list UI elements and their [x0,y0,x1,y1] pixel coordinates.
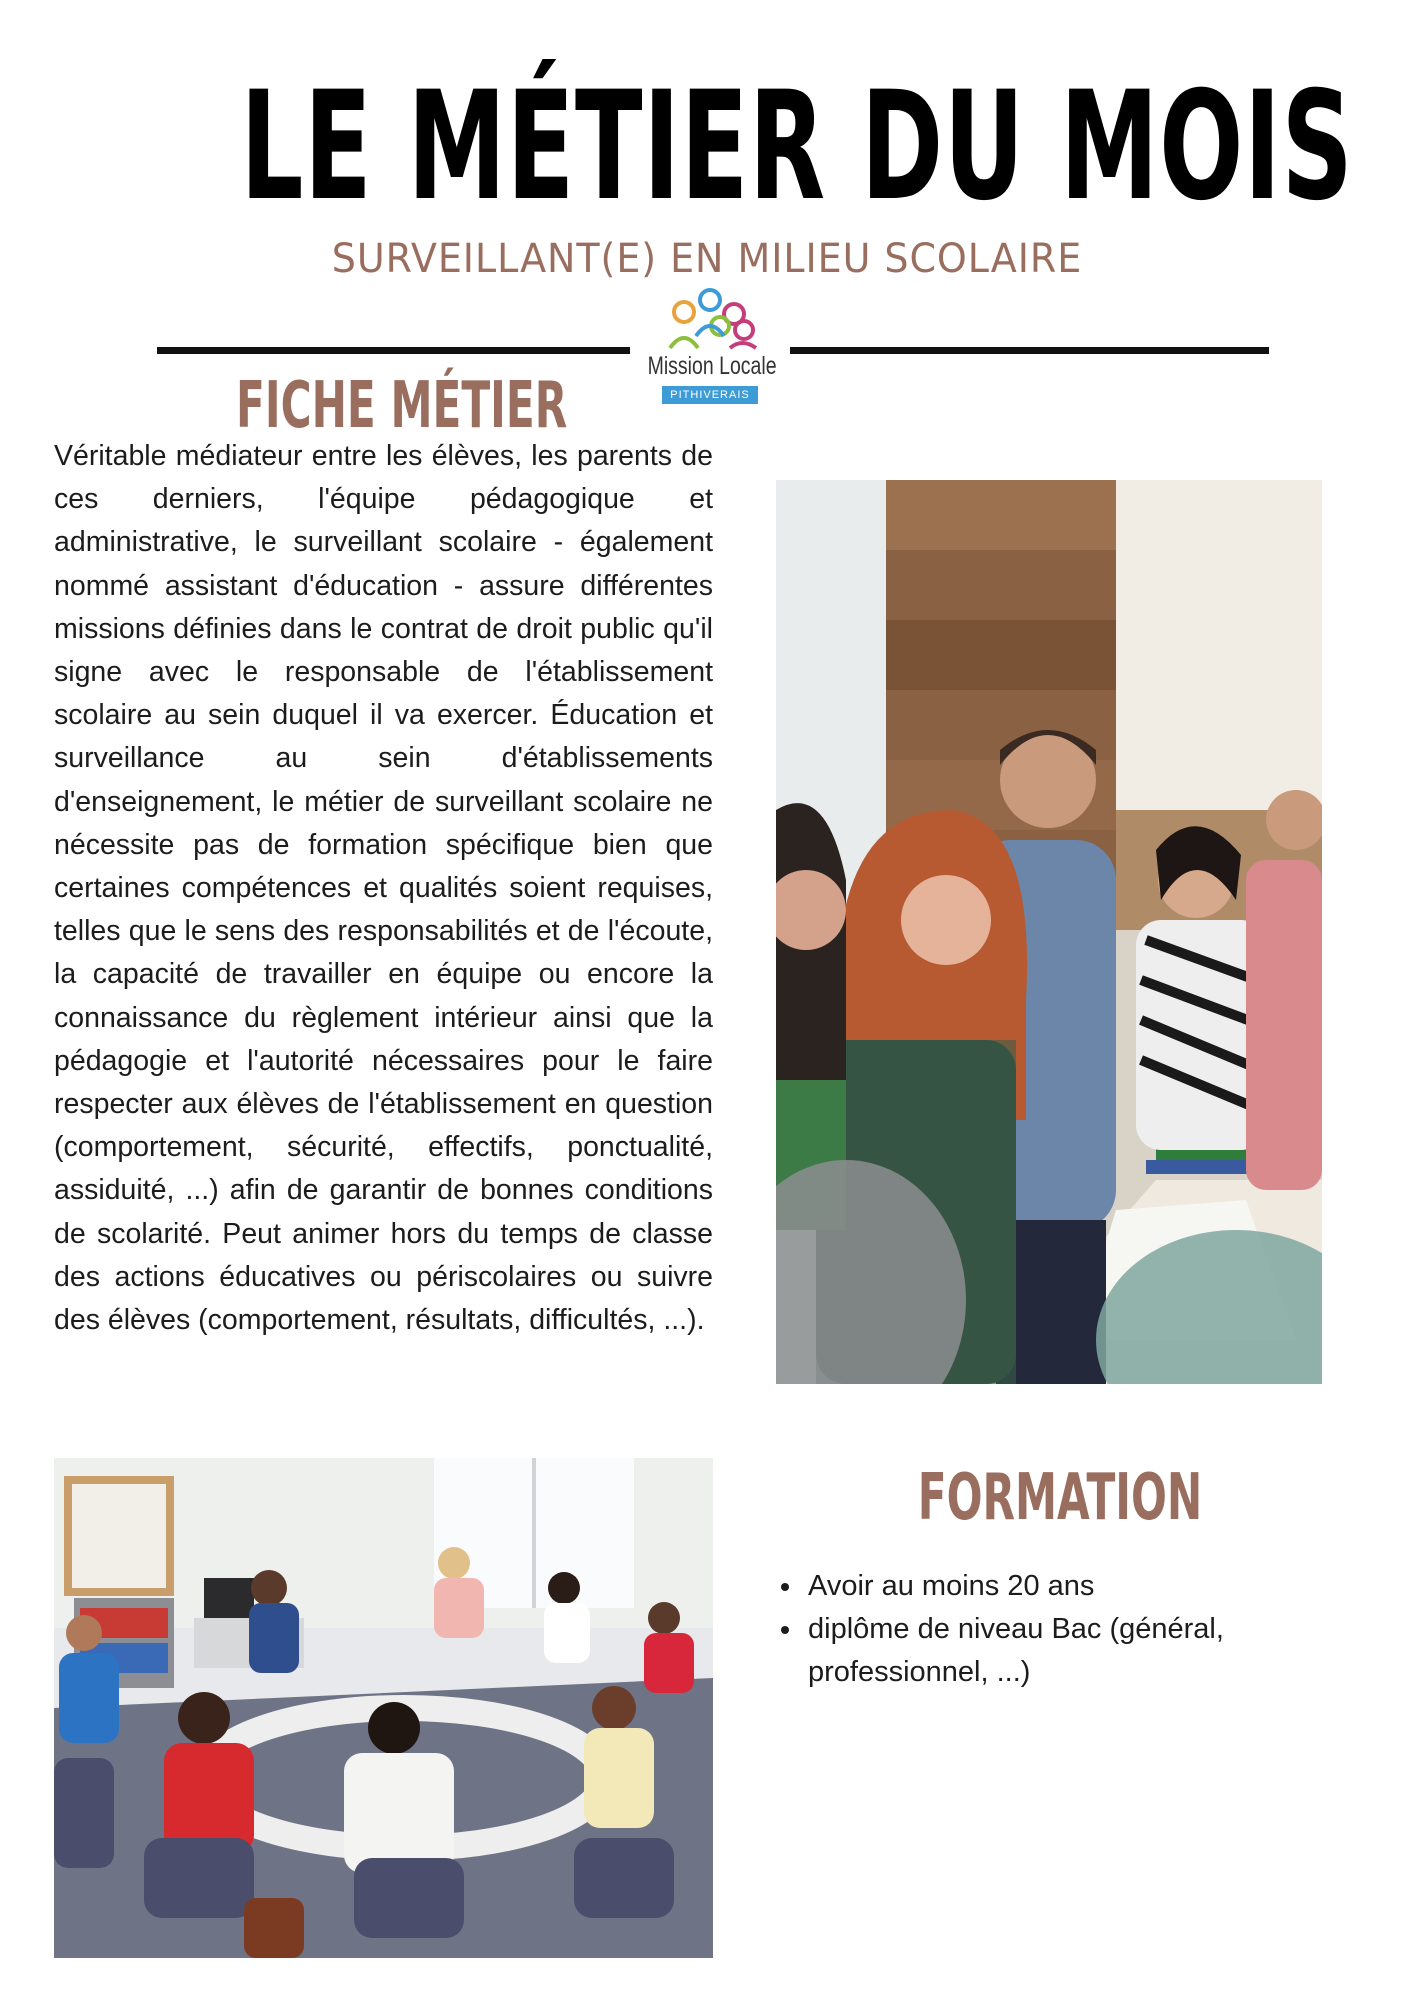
list-item: • diplôme de niveau Bac (général, professionnel, ...) [804,1608,1364,1694]
page-title: LE MÉTIER DU MOIS [240,60,1354,234]
teacher-with-students-photo [776,480,1322,1384]
mission-locale-logo [630,286,790,410]
logo-tagline: PITHIVERAIS [662,386,758,404]
classroom-circle-photo [54,1458,713,1958]
fiche-metier-heading: FICHE MÉTIER [236,369,568,443]
page-subtitle: SURVEILLANT(E) EN MILIEU SCOLAIRE [331,236,1083,282]
job-description-paragraph: Véritable médiateur entre les élèves, les parents de ces derniers, l'équipe pédagogique et administrative, le surveillant scolaire - également nommé assistant d'éducation - assure différentes missions définies dans le contrat de droit public qu'il signe avec le responsable de l'établissement scolaire au sein duquel il va exercer. Éducation et surveillance au sein d'établissements d'enseignement, le métier de surveillant scolaire ne nécessite pas de formation spécifique bien que certaines compétences et qualités soient requises, telles que le sens des responsabilités et de l'écoute, la capacité de travailler en équipe ou encore la connaissance du règlement intérieur ainsi que la pédagogie et l'autorité nécessaires pour le faire respecter aux élèves de l'établissement en question (comportement, sécurité, effectifs, ponctualité, assiduité, ...) afin de garantir de bonnes conditions de scolarité. Peut animer hors du temps de classe des actions éducatives ou périscolaires ou suivre des élèves (comportement, résultats, difficultés, ...). [54,440,713,1337]
list-item: • Avoir au moins 20 ans [804,1565,1364,1608]
logo-wordmark: Mission Locale [647,352,777,380]
formation-heading: FORMATION [917,1461,1203,1535]
formation-requirements-list [760,1565,1364,1694]
people-logo-icon [660,286,760,350]
